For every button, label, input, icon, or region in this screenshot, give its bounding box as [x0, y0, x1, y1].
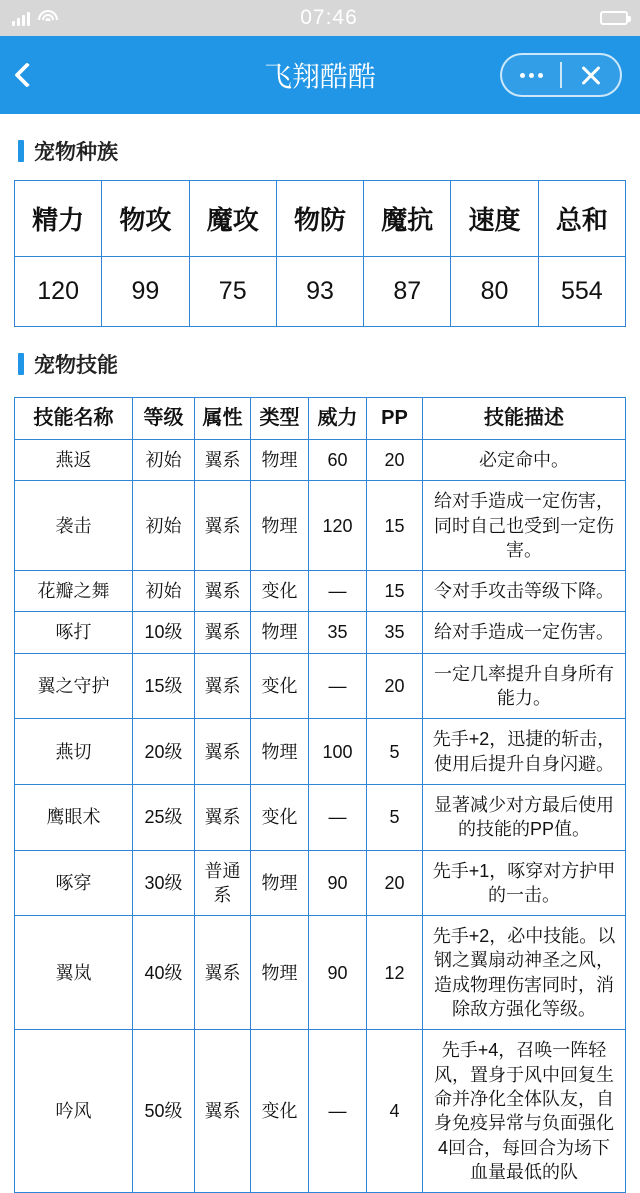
- skill-type-cell: 变化: [251, 653, 309, 719]
- skill-attribute-cell: 普通系: [195, 850, 251, 916]
- status-bar-right: [600, 11, 628, 25]
- skill-name-cell: 袭击: [15, 481, 133, 571]
- skill-power-cell: —: [309, 571, 367, 612]
- skill-attribute-cell: 翼系: [195, 571, 251, 612]
- skill-pp-cell: 15: [367, 481, 423, 571]
- signal-bars-icon: [12, 10, 30, 26]
- skill-name-cell: 花瓣之舞: [15, 571, 133, 612]
- species-value-cell: 80: [451, 257, 538, 327]
- skill-power-cell: —: [309, 1030, 367, 1193]
- skills-header-cell: 威力: [309, 398, 367, 440]
- skill-attribute-cell: 翼系: [195, 1030, 251, 1193]
- status-bar-clock: 07:46: [300, 6, 358, 29]
- skills-section-title: 宠物技能: [34, 354, 118, 377]
- table-row: [15, 571, 626, 612]
- species-value-cell: 554: [538, 257, 625, 327]
- skill-level-cell: 25级: [133, 784, 195, 850]
- skill-name-cell: 燕返: [15, 440, 133, 481]
- page-title: 飞翔酷酷: [263, 61, 376, 92]
- back-button[interactable]: [18, 53, 58, 97]
- species-header-cell: 魔攻: [189, 181, 276, 257]
- skill-attribute-cell: 翼系: [195, 481, 251, 571]
- skill-attribute-cell: 翼系: [195, 440, 251, 481]
- skill-power-cell: 90: [309, 850, 367, 916]
- skill-power-cell: 60: [309, 440, 367, 481]
- skill-name-cell: 吟风: [15, 1030, 133, 1193]
- table-row: [15, 784, 626, 850]
- skill-description-cell: 令对手攻击等级下降。: [423, 571, 626, 612]
- skill-description-cell: 先手+1，啄穿对方护甲的一击。: [423, 850, 626, 916]
- table-row: [15, 440, 626, 481]
- skill-power-cell: 100: [309, 719, 367, 785]
- skill-pp-cell: 12: [367, 916, 423, 1030]
- skill-power-cell: 35: [309, 612, 367, 653]
- skill-type-cell: 物理: [251, 440, 309, 481]
- skills-header-cell: 技能名称: [15, 398, 133, 440]
- skill-level-cell: 40级: [133, 916, 195, 1030]
- skills-header-cell: 等级: [133, 398, 195, 440]
- species-section-title: 宠物种族: [34, 141, 118, 164]
- skill-type-cell: 物理: [251, 916, 309, 1030]
- skill-type-cell: 物理: [251, 612, 309, 653]
- table-row: [15, 916, 626, 1030]
- species-header-cell: 精力: [15, 181, 102, 257]
- skill-level-cell: 初始: [133, 440, 195, 481]
- skill-type-cell: 变化: [251, 571, 309, 612]
- table-row: [15, 653, 626, 719]
- skill-level-cell: 初始: [133, 481, 195, 571]
- skill-level-cell: 50级: [133, 1030, 195, 1193]
- battery-icon: [600, 11, 628, 25]
- skill-attribute-cell: 翼系: [195, 784, 251, 850]
- skill-power-cell: —: [309, 784, 367, 850]
- table-row: [15, 1030, 626, 1193]
- species-header-cell: 速度: [451, 181, 538, 257]
- skill-pp-cell: 35: [367, 612, 423, 653]
- species-value-cell: 87: [364, 257, 451, 327]
- species-value-cell: 75: [189, 257, 276, 327]
- species-value-cell: 93: [276, 257, 363, 327]
- skill-description-cell: 先手+2，迅捷的斩击，使用后提升自身闪避。: [423, 719, 626, 785]
- skill-name-cell: 翼岚: [15, 916, 133, 1030]
- chevron-left-icon: [14, 62, 39, 87]
- close-icon: [579, 63, 603, 87]
- skill-level-cell: 20级: [133, 719, 195, 785]
- skills-header-cell: 类型: [251, 398, 309, 440]
- skill-level-cell: 15级: [133, 653, 195, 719]
- species-header-cell: 魔抗: [364, 181, 451, 257]
- close-button[interactable]: [562, 55, 620, 95]
- skill-type-cell: 物理: [251, 481, 309, 571]
- species-section-header: [14, 114, 626, 180]
- table-row: [15, 257, 626, 327]
- skill-power-cell: 90: [309, 916, 367, 1030]
- wifi-icon: [38, 10, 58, 26]
- table-row: [15, 481, 626, 571]
- species-header-cell: 物攻: [102, 181, 189, 257]
- skill-attribute-cell: 翼系: [195, 916, 251, 1030]
- skill-description-cell: 显著减少对方最后使用的技能的PP值。: [423, 784, 626, 850]
- section-accent-bar: [18, 140, 24, 162]
- skill-pp-cell: 5: [367, 719, 423, 785]
- skill-power-cell: 120: [309, 481, 367, 571]
- section-accent-bar: [18, 353, 24, 375]
- species-stats-table: [14, 180, 626, 327]
- skill-type-cell: 变化: [251, 784, 309, 850]
- skill-pp-cell: 20: [367, 850, 423, 916]
- skills-header-cell: PP: [367, 398, 423, 440]
- status-bar-left: [12, 10, 58, 26]
- skill-name-cell: 鹰眼术: [15, 784, 133, 850]
- skill-name-cell: 啄穿: [15, 850, 133, 916]
- more-dots-icon: [520, 73, 543, 78]
- skill-pp-cell: 4: [367, 1030, 423, 1193]
- species-value-cell: 120: [15, 257, 102, 327]
- skill-pp-cell: 5: [367, 784, 423, 850]
- page-content: [0, 114, 640, 1193]
- species-header-cell: 物防: [276, 181, 363, 257]
- table-row: [15, 850, 626, 916]
- skill-type-cell: 物理: [251, 719, 309, 785]
- table-row: [15, 612, 626, 653]
- skills-section-header: [14, 327, 626, 393]
- skill-description-cell: 先手+2，必中技能。以钢之翼扇动神圣之风，造成物理伤害同时，消除敌方强化等级。: [423, 916, 626, 1030]
- table-header-row: [15, 181, 626, 257]
- skill-level-cell: 初始: [133, 571, 195, 612]
- skill-name-cell: 翼之守护: [15, 653, 133, 719]
- species-header-cell: 总和: [538, 181, 625, 257]
- skill-name-cell: 啄打: [15, 612, 133, 653]
- skill-name-cell: 燕切: [15, 719, 133, 785]
- status-bar: [0, 0, 640, 36]
- nav-actions: [500, 53, 622, 97]
- skill-power-cell: —: [309, 653, 367, 719]
- skill-description-cell: 给对手造成一定伤害。: [423, 612, 626, 653]
- skills-table: [14, 397, 626, 1193]
- table-header-row: [15, 398, 626, 440]
- skill-description-cell: 先手+4，召唤一阵轻风，置身于风中回复生命并净化全体队友，自身免疫异常与负面强化4回合，每回合为场下血量最低的队: [423, 1030, 626, 1193]
- skill-description-cell: 必定命中。: [423, 440, 626, 481]
- more-button[interactable]: [502, 55, 560, 95]
- skill-type-cell: 变化: [251, 1030, 309, 1193]
- skill-attribute-cell: 翼系: [195, 612, 251, 653]
- skills-table-body: [15, 440, 626, 1193]
- nav-bar: [0, 36, 640, 114]
- skill-attribute-cell: 翼系: [195, 719, 251, 785]
- skill-level-cell: 10级: [133, 612, 195, 653]
- skill-description-cell: 一定几率提升自身所有能力。: [423, 653, 626, 719]
- skill-attribute-cell: 翼系: [195, 653, 251, 719]
- skill-description-cell: 给对手造成一定伤害，同时自己也受到一定伤害。: [423, 481, 626, 571]
- skills-header-cell: 属性: [195, 398, 251, 440]
- skills-header-cell: 技能描述: [423, 398, 626, 440]
- skill-type-cell: 物理: [251, 850, 309, 916]
- table-row: [15, 719, 626, 785]
- skill-pp-cell: 20: [367, 653, 423, 719]
- species-value-cell: 99: [102, 257, 189, 327]
- skill-pp-cell: 15: [367, 571, 423, 612]
- skill-pp-cell: 20: [367, 440, 423, 481]
- skill-level-cell: 30级: [133, 850, 195, 916]
